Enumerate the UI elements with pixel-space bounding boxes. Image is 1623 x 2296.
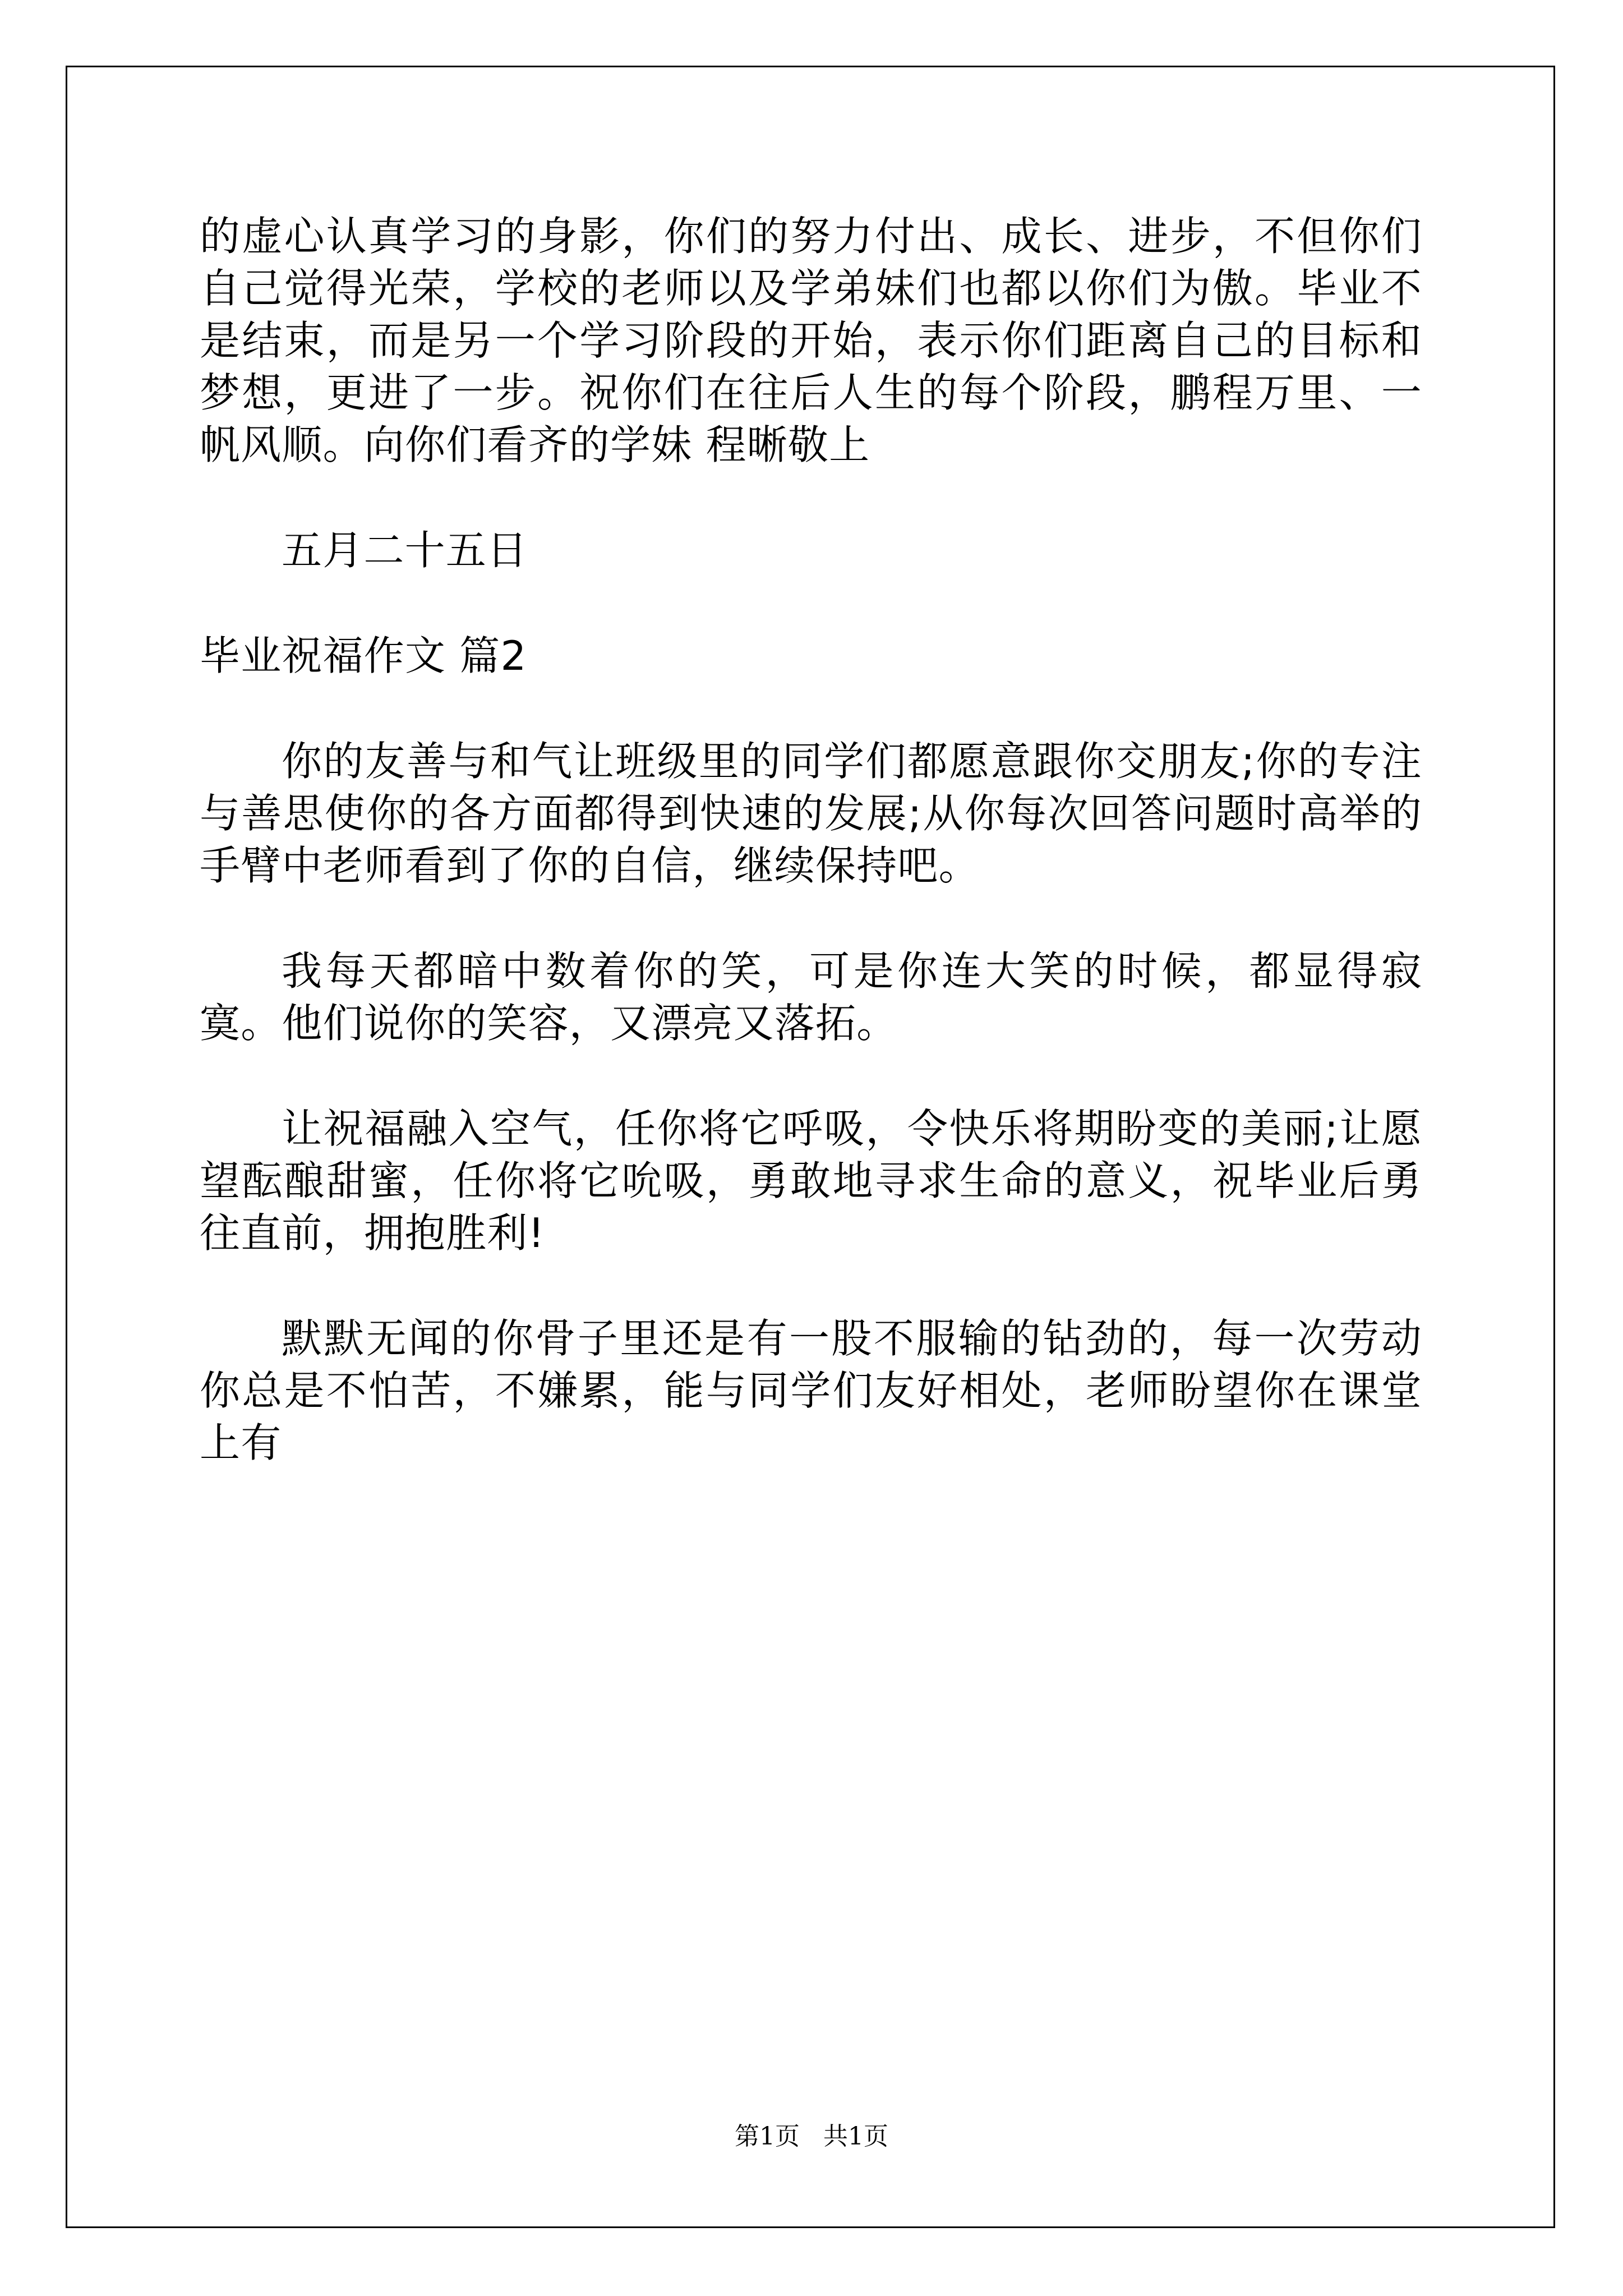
date-line: 五月二十五日 [282,527,528,574]
paragraph-4: 让祝福融入空气，任你将它呼吸，令快乐将期盼变的美丽;让愿望酝酿甜蜜，任你将它吮吸，勇敢地寻求生命的意义，祝毕业后勇往直前，拥抱胜利! [200,1105,1422,1257]
paragraph-1: 的虚心认真学习的身影，你们的努力付出、成长、进步，不但你们自己觉得光荣，学校的老师以及学弟妹们也都以你们为傲。毕业不是结束，而是另一个学习阶段的开始，表示你们距离自己的目标和梦想，更进了一步。祝你们在往后人生的每个阶段，鹏程万里、一帆风顺。向你们看齐的学妹 程晰敬上 [200,213,1422,468]
paragraph-3: 我每天都暗中数着你的笑，可是你连大笑的时候，都显得寂寞。他们说你的笑容，又漂亮又落拓。 [200,947,1422,1047]
section-heading: 毕业祝福作文 篇2 [200,632,527,679]
page-number-footer: 第1页 共1页 [735,2122,888,2151]
paragraph-5: 默默无闻的你骨子里还是有一股不服输的钻劲的，每一次劳动你总是不怕苦，不嫌累，能与同学们友好相处，老师盼望你在课堂上有 [200,1315,1422,1466]
paragraph-2: 你的友善与和气让班级里的同学们都愿意跟你交朋友;你的专注与善思使你的各方面都得到快速的发展;从你每次回答问题时高举的手臂中老师看到了你的自信，继续保持吧。 [200,738,1422,889]
document-body [200,210,1422,1522]
